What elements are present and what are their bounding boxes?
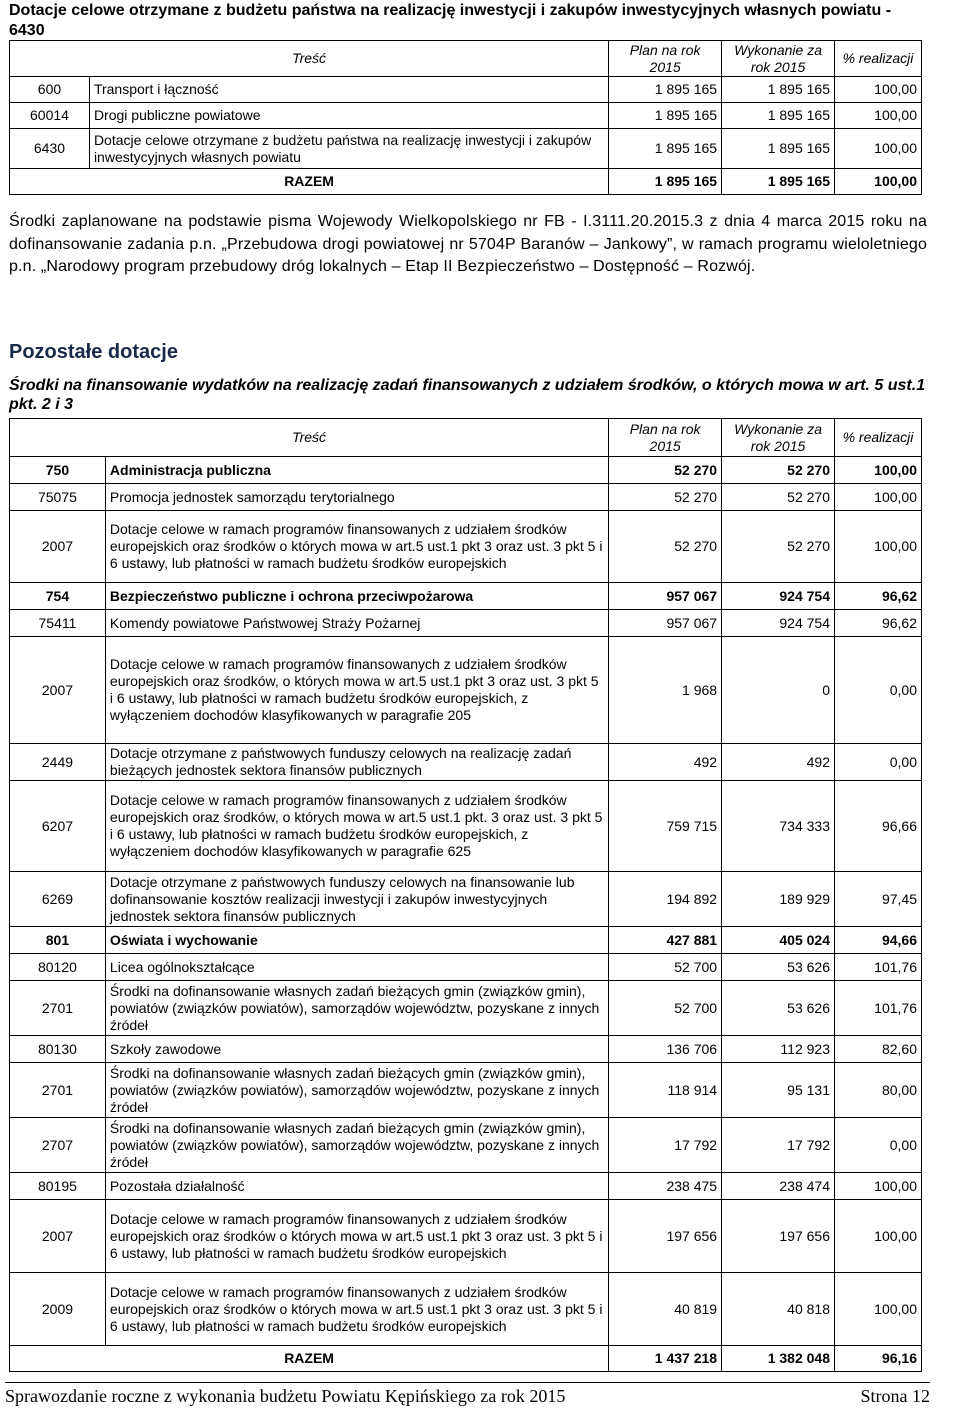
row-procent: 96,66 (835, 781, 922, 872)
row-procent: 101,76 (835, 954, 922, 981)
table-row (10, 129, 922, 169)
table-row (10, 744, 922, 781)
row-label: Środki na dofinansowanie własnych zadań bieżących gmin (związków gmin), powiatów (związków powiatów), samorządów województw, pozyskane z innych źródeł (105, 1118, 608, 1173)
page-number: Strona 12 (860, 1386, 930, 1406)
header-procent: % realizacji (835, 419, 922, 457)
row-wykonanie: 52 270 (722, 511, 835, 583)
row-wykonanie: 924 754 (722, 583, 835, 610)
row-label: Komendy powiatowe Państwowej Straży Pożarnej (105, 610, 608, 637)
row-wykonanie: 0 (722, 637, 835, 744)
row-procent: 0,00 (835, 744, 922, 781)
header-tresc: Treść (10, 41, 609, 77)
row-plan: 957 067 (609, 583, 722, 610)
header-tresc: Treść (10, 419, 609, 457)
row-label: Drogi publiczne powiatowe (89, 103, 608, 129)
row-plan: 118 914 (609, 1063, 722, 1118)
row-label: Dotacje celowe w ramach programów finansowanych z udziałem środków europejskich oraz środków o których mowa w art.5 ust.1 pkt 3 oraz ust. 3 pkt 5 i 6 ustawy, lub płatności w ramach budżetu środków europejskich (105, 511, 608, 583)
row-plan: 427 881 (609, 927, 722, 954)
table-row (10, 77, 922, 103)
footer-title: Sprawozdanie roczne z wykonania budżetu Powiatu Kępińskiego za rok 2015 (5, 1386, 566, 1406)
row-wykonanie: 492 (722, 744, 835, 781)
row-procent: 100,00 (835, 1273, 922, 1346)
total-procent: 100,00 (835, 169, 922, 195)
row-code: 2007 (10, 1200, 106, 1273)
row-code: 2701 (10, 1063, 106, 1118)
total-label: RAZEM (10, 1346, 609, 1372)
table-dotacje-6430 (9, 40, 922, 195)
row-plan: 197 656 (609, 1200, 722, 1273)
row-label: Dotacje celowe otrzymane z budżetu państwa na realizację inwestycji i zakupów inwestycyjnych własnych powiatu (89, 129, 608, 169)
row-label: Środki na dofinansowanie własnych zadań bieżących gmin (związków gmin), powiatów (związków powiatów), samorządów województw, pozyskane z innych źródeł (105, 981, 608, 1036)
table-row (10, 484, 922, 511)
row-plan: 492 (609, 744, 722, 781)
row-wykonanie: 734 333 (722, 781, 835, 872)
row-code: 60014 (10, 103, 90, 129)
row-plan: 194 892 (609, 872, 722, 927)
row-plan: 52 270 (609, 457, 722, 484)
row-code: 2449 (10, 744, 106, 781)
row-wykonanie: 95 131 (722, 1063, 835, 1118)
row-procent: 100,00 (835, 77, 922, 103)
row-wykonanie: 40 818 (722, 1273, 835, 1346)
row-plan: 52 700 (609, 954, 722, 981)
total-plan: 1 437 218 (609, 1346, 722, 1372)
description-paragraph: Środki zaplanowane na podstawie pisma Wojewody Wielkopolskiego nr FB - I.3111.20.2015.3 z dnia 4 marca 2015 roku na dofinansowanie zadania p.n. „Przebudowa drogi powiatowej nr 5704P Baranów – Jankowy”, w ramach programu wieloletniego p.n. „Narodowy program przebudowy dróg lokalnych – Etap II Bezpieczeństwo – Dostępność – Rozwój. (9, 213, 927, 275)
row-code: 75411 (10, 610, 106, 637)
row-plan: 52 270 (609, 511, 722, 583)
row-wykonanie: 1 895 165 (722, 77, 835, 103)
table-pozostale-dotacje (9, 418, 922, 1372)
table-row (10, 1273, 922, 1346)
row-plan: 52 700 (609, 981, 722, 1036)
row-procent: 96,62 (835, 583, 922, 610)
row-plan: 17 792 (609, 1118, 722, 1173)
row-code: 600 (10, 77, 90, 103)
row-label: Dotacje celowe w ramach programów finansowanych z udziałem środków europejskich oraz środków o których mowa w art.5 ust.1 pkt 3 oraz ust. 3 pkt 5 i 6 ustawy, lub płatności w ramach budżetu środków europejskich (105, 1273, 608, 1346)
row-code: 754 (10, 583, 106, 610)
row-plan: 1 895 165 (609, 103, 722, 129)
row-procent: 100,00 (835, 129, 922, 169)
row-code: 80130 (10, 1036, 106, 1063)
row-wykonanie: 1 895 165 (722, 129, 835, 169)
section-heading: Pozostałe dotacje (9, 341, 178, 363)
table-row (10, 583, 922, 610)
header-wykonanie: Wykonanie za rok 2015 (722, 41, 835, 77)
row-plan: 759 715 (609, 781, 722, 872)
footer-divider (5, 1382, 930, 1383)
row-wykonanie: 405 024 (722, 927, 835, 954)
row-label: Dotacje celowe w ramach programów finansowanych z udziałem środków europejskich oraz środków o których mowa w art.5 ust.1 pkt 3 oraz ust. 3 pkt 5 i 6 ustawy, lub płatności w ramach budżetu środków europejskich (105, 1200, 608, 1273)
header-procent: % realizacji (835, 41, 922, 77)
total-label: RAZEM (10, 169, 609, 195)
row-label: Bezpieczeństwo publiczne i ochrona przeciwpożarowa (105, 583, 608, 610)
row-label: Pozostała działalność (105, 1173, 608, 1200)
table-row (10, 1063, 922, 1118)
row-plan: 52 270 (609, 484, 722, 511)
row-code: 6430 (10, 129, 90, 169)
total-procent: 96,16 (835, 1346, 922, 1372)
table-row (10, 872, 922, 927)
row-label: Licea ogólnokształcące (105, 954, 608, 981)
row-plan: 1 895 165 (609, 129, 722, 169)
row-wykonanie: 189 929 (722, 872, 835, 927)
row-wykonanie: 53 626 (722, 954, 835, 981)
table-row (10, 1173, 922, 1200)
row-code: 6269 (10, 872, 106, 927)
header-plan: Plan na rok 2015 (609, 41, 722, 77)
row-code: 80120 (10, 954, 106, 981)
page-title: Dotacje celowe otrzymane z budżetu państwa na realizację inwestycji i zakupów inwestycyjnych własnych powiatu - 6430 (9, 2, 892, 39)
row-code: 2701 (10, 981, 106, 1036)
row-plan: 136 706 (609, 1036, 722, 1063)
row-plan: 1 895 165 (609, 77, 722, 103)
table-row (10, 457, 922, 484)
row-code: 80195 (10, 1173, 106, 1200)
table-row (10, 511, 922, 583)
row-code: 6207 (10, 781, 106, 872)
row-label: Środki na dofinansowanie własnych zadań bieżących gmin (związków gmin), powiatów (związków powiatów), samorządów województw, pozyskane z innych źródeł (105, 1063, 608, 1118)
row-code: 801 (10, 927, 106, 954)
row-label: Dotacje otrzymane z państwowych funduszy celowych na finansowanie lub dofinansowanie kosztów realizacji inwestycji i zakupów inwestycyjnych jednostek sektora finansów publicznych (105, 872, 608, 927)
table-row (10, 637, 922, 744)
row-procent: 100,00 (835, 457, 922, 484)
footer (5, 1386, 930, 1407)
row-code: 750 (10, 457, 106, 484)
row-plan: 40 819 (609, 1273, 722, 1346)
table-row (10, 981, 922, 1036)
row-plan: 238 475 (609, 1173, 722, 1200)
section-subheading: Środki na finansowanie wydatków na realizację zadań finansowanych z udziałem środków, o których mowa w art. 5 ust.1 pkt. 2 i 3 (9, 377, 926, 413)
row-wykonanie: 112 923 (722, 1036, 835, 1063)
table-row (10, 1118, 922, 1173)
row-label: Transport i łączność (89, 77, 608, 103)
row-procent: 0,00 (835, 637, 922, 744)
table-row (10, 1200, 922, 1273)
row-code: 75075 (10, 484, 106, 511)
table-row (10, 610, 922, 637)
header-wykonanie: Wykonanie za rok 2015 (722, 419, 835, 457)
row-procent: 80,00 (835, 1063, 922, 1118)
row-procent: 101,76 (835, 981, 922, 1036)
row-wykonanie: 52 270 (722, 484, 835, 511)
row-procent: 100,00 (835, 1200, 922, 1273)
row-code: 2707 (10, 1118, 106, 1173)
row-procent: 100,00 (835, 484, 922, 511)
row-label: Szkoły zawodowe (105, 1036, 608, 1063)
row-label: Dotacje otrzymane z państwowych funduszy celowych na realizację zadań bieżących jednostek sektora finansów publicznych (105, 744, 608, 781)
row-wykonanie: 52 270 (722, 457, 835, 484)
row-procent: 100,00 (835, 511, 922, 583)
row-label: Administracja publiczna (105, 457, 608, 484)
row-procent: 100,00 (835, 1173, 922, 1200)
row-procent: 97,45 (835, 872, 922, 927)
table-row (10, 1036, 922, 1063)
total-wykonanie: 1 382 048 (722, 1346, 835, 1372)
table-row (10, 954, 922, 981)
row-wykonanie: 197 656 (722, 1200, 835, 1273)
row-wykonanie: 53 626 (722, 981, 835, 1036)
table-row (10, 103, 922, 129)
row-wykonanie: 238 474 (722, 1173, 835, 1200)
row-label: Oświata i wychowanie (105, 927, 608, 954)
row-plan: 1 968 (609, 637, 722, 744)
header-plan: Plan na rok 2015 (609, 419, 722, 457)
row-procent: 100,00 (835, 103, 922, 129)
row-wykonanie: 17 792 (722, 1118, 835, 1173)
total-plan: 1 895 165 (609, 169, 722, 195)
row-label: Dotacje celowe w ramach programów finansowanych z udziałem środków europejskich oraz środków, o których mowa w art.5 ust.1 pkt 3 oraz ust. 3 pkt 5 i 6 ustawy, lub płatności w ramach budżetu środków europejskich, z wyłączeniem dochodów klasyfikowanych w paragrafie 205 (105, 637, 608, 744)
row-code: 2007 (10, 637, 106, 744)
row-procent: 82,60 (835, 1036, 922, 1063)
row-procent: 94,66 (835, 927, 922, 954)
total-wykonanie: 1 895 165 (722, 169, 835, 195)
row-wykonanie: 1 895 165 (722, 103, 835, 129)
row-plan: 957 067 (609, 610, 722, 637)
row-code: 2007 (10, 511, 106, 583)
row-procent: 96,62 (835, 610, 922, 637)
table-row (10, 781, 922, 872)
table-row (10, 927, 922, 954)
row-label: Promocja jednostek samorządu terytorialnego (105, 484, 608, 511)
row-wykonanie: 924 754 (722, 610, 835, 637)
row-procent: 0,00 (835, 1118, 922, 1173)
row-label: Dotacje celowe w ramach programów finansowanych z udziałem środków europejskich oraz środków, o których mowa w art.5 ust.1 pkt. 3 oraz ust. 3 pkt 5 i 6 ustawy, lub płatności w ramach budżetu środków europejskich, z wyłączeniem dochodów klasyfikowanych w paragrafie 625 (105, 781, 608, 872)
row-code: 2009 (10, 1273, 106, 1346)
